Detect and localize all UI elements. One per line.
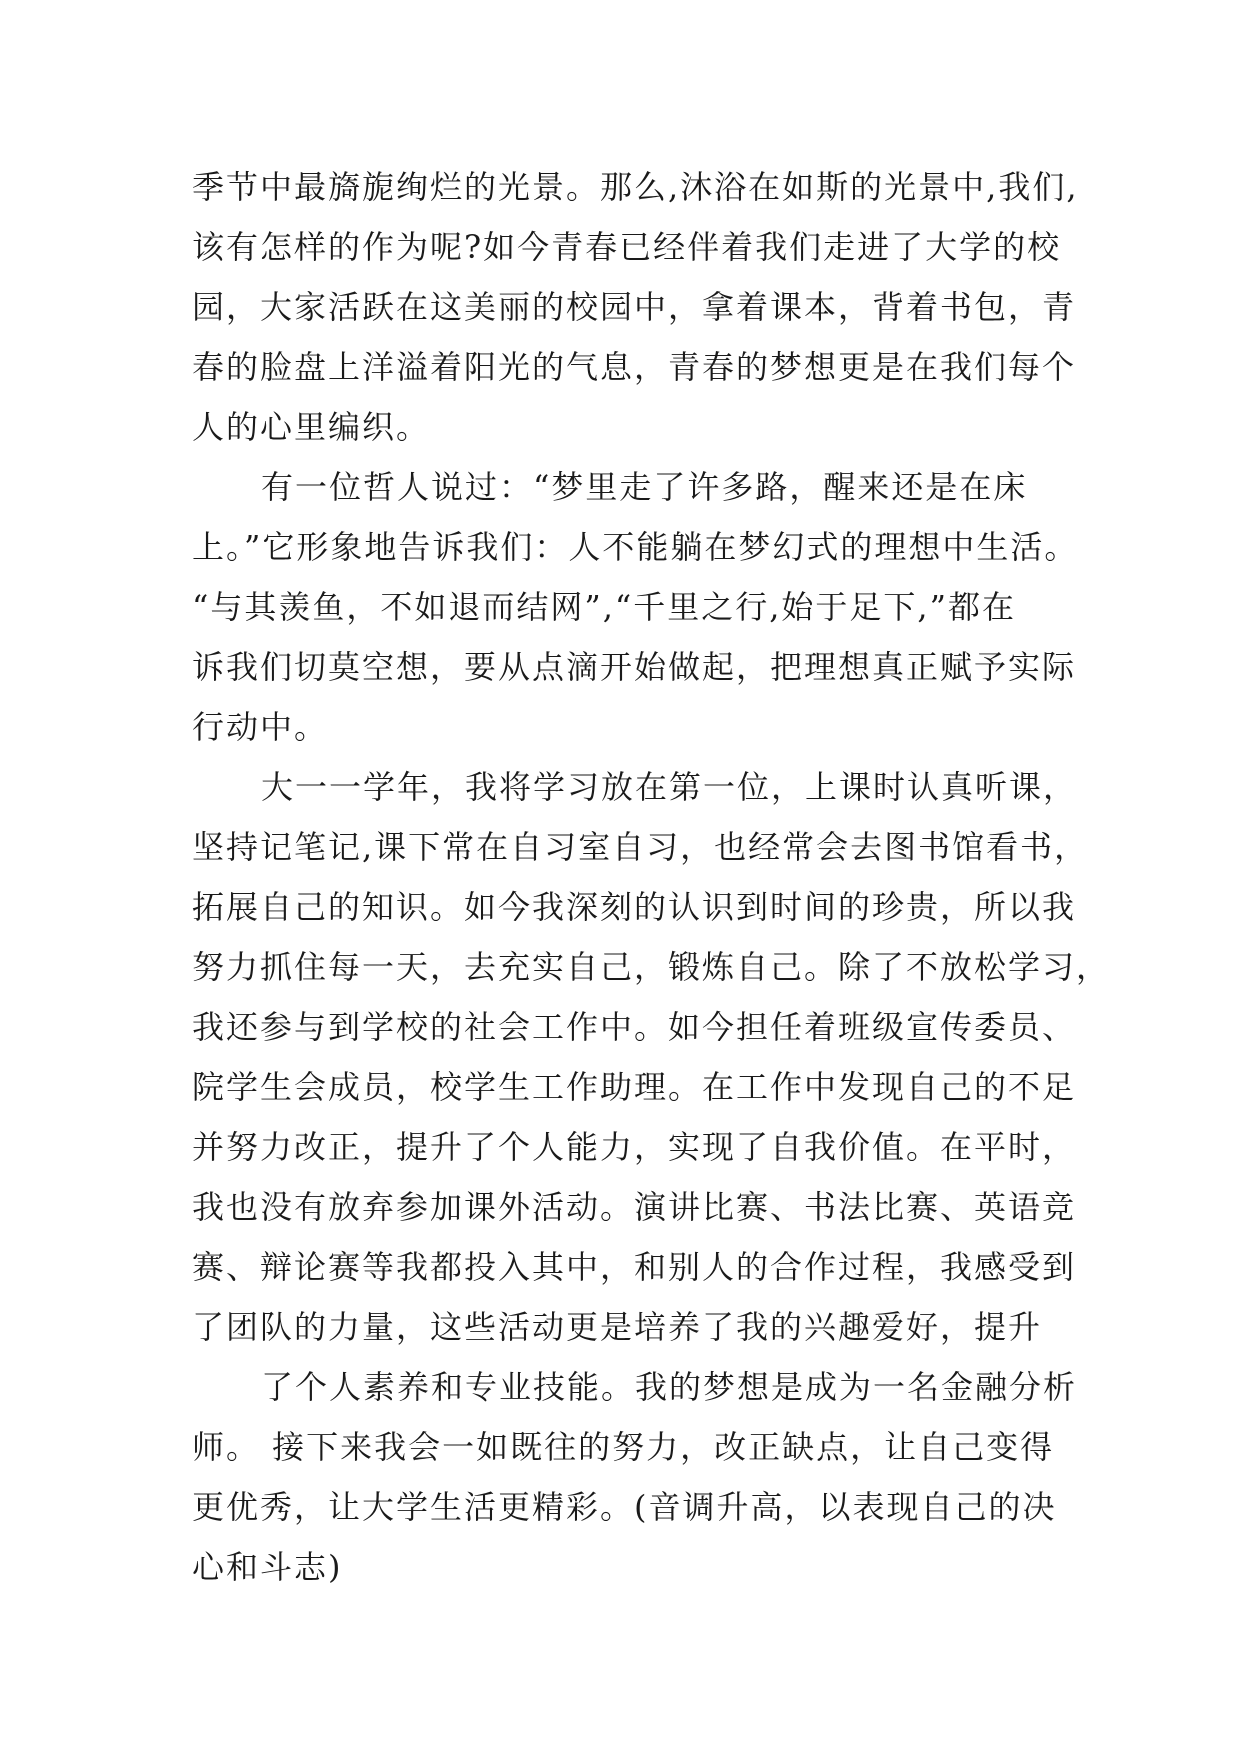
text-line: 院学生会成员，校学生工作助理。在工作中发现自己的不足 bbox=[192, 1068, 1077, 1106]
document-body bbox=[192, 157, 1111, 1597]
text-line: 该有怎样的作为呢?如今青春已经伴着我们走进了大学的校 bbox=[192, 228, 1062, 266]
text-line: 心和斗志) bbox=[192, 1548, 343, 1586]
text-line: 我也没有放弃参加课外活动。演讲比赛、书法比赛、英语竞 bbox=[192, 1188, 1077, 1226]
text-line: 努力抓住每一天，去充实自己，锻炼自己。除了不放松学习， bbox=[192, 948, 1111, 986]
text-line: “与其羡鱼，不如退而结网”,“千里之行,始于足下,”都在 bbox=[192, 588, 1016, 626]
text-line: 季节中最旖旎绚烂的光景。那么,沐浴在如斯的光景中,我们, bbox=[192, 168, 1079, 206]
paragraph-start-line: 了个人素养和专业技能。我的梦想是成为一名金融分析 bbox=[261, 1368, 1078, 1406]
paragraph-start-line: 大一一学年，我将学习放在第一位，上课时认真听课， bbox=[261, 768, 1078, 806]
text-line: 人的心里编织。 bbox=[192, 408, 431, 446]
text-line: 诉我们切莫空想，要从点滴开始做起，把理想真正赋予实际 bbox=[192, 648, 1077, 686]
text-line: 赛、辩论赛等我都投入其中，和别人的合作过程，我感受到 bbox=[192, 1248, 1077, 1286]
text-line: 园，大家活跃在这美丽的校园中，拿着课本，背着书包，青 bbox=[192, 288, 1077, 326]
text-line: 我还参与到学校的社会工作中。如今担任着班级宣传委员、 bbox=[192, 1008, 1077, 1046]
text-line: 师。 接下来我会一如既往的努力，改正缺点，让自己变得 bbox=[192, 1428, 1055, 1466]
text-line: 行动中。 bbox=[192, 708, 329, 746]
text-line: 春的脸盘上洋溢着阳光的气息，青春的梦想更是在我们每个 bbox=[192, 348, 1077, 386]
text-line: 坚持记笔记,课下常在自习室自习，也经常会去图书馆看书， bbox=[192, 828, 1089, 866]
paragraph-start-line: 有一位哲人说过：“梦里走了许多路，醒来还是在床 bbox=[261, 468, 1028, 506]
text-line: 拓展自己的知识。如今我深刻的认识到时间的珍贵，所以我 bbox=[192, 888, 1077, 926]
text-line: 了团队的力量，这些活动更是培养了我的兴趣爱好，提升 bbox=[192, 1308, 1043, 1346]
text-line: 上。”它形象地告诉我们：人不能躺在梦幻式的理想中生活。 bbox=[192, 528, 1079, 566]
text-line: 并努力改正，提升了个人能力，实现了自我价值。在平时， bbox=[192, 1128, 1077, 1166]
text-line: 更优秀，让大学生活更精彩。(音调升高，以表现自己的决 bbox=[192, 1488, 1057, 1526]
